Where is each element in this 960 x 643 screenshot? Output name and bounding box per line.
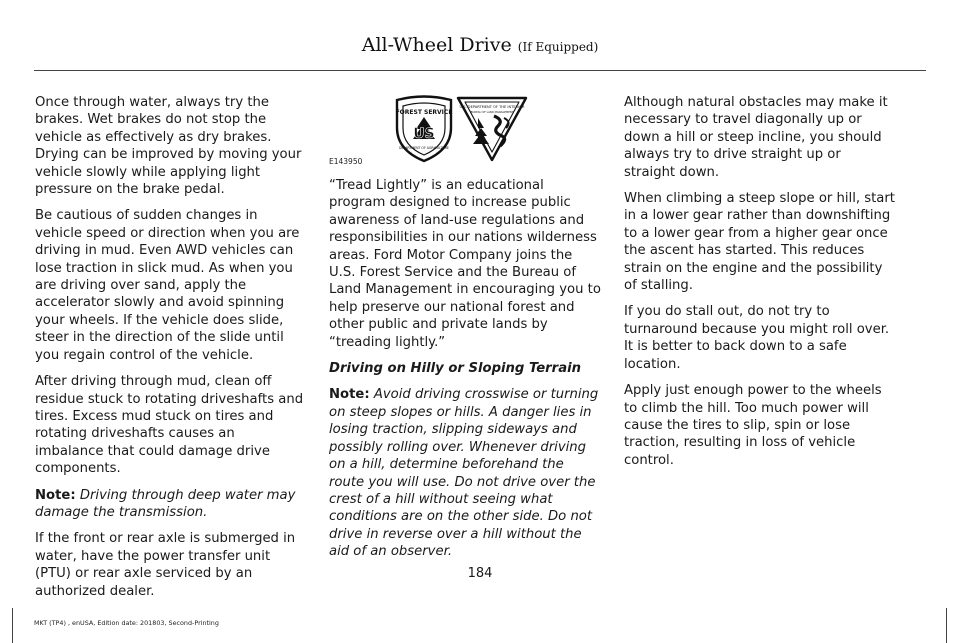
- crop-mark-left: [12, 608, 13, 643]
- section-title: All-Wheel Drive: [361, 34, 512, 56]
- blm-badge-icon: [454, 94, 530, 164]
- note-text: Avoid driving crosswise or turning on steep slopes or hills. A danger lies in losing traction, slipping sideways and possibly rolling over. Whenever driving on a hill, determine beforehand the route you will use. Do not drive over the crest of a hill without seeing what conditions are on the other side. Do not drive in reverse over a hill without the aid of an observer.: [329, 387, 599, 560]
- note-label: Note:: [35, 487, 76, 503]
- paragraph-axle: If the front or rear axle is submerged in water, have the power transfer unit (PTU) or rear axle serviced by an authorized dealer.: [35, 531, 296, 599]
- image-id-label: E143950: [329, 156, 363, 166]
- paragraph-tread-lightly: “Tread Lightly” is an educational program designed to increase public awareness of land-use regulations and responsibilities in our nations wilderness areas. Ford Motor Company joins the U.S. Forest Service and the Bureau of Land Management in encouraging you to help preserve our national forest and other public and private lands by “treading lightly.”: [329, 178, 601, 350]
- section-subtitle: (If Equipped): [517, 40, 599, 54]
- forest-service-bottom-text: DEPARTMENT OF AGRICULTURE: [399, 146, 449, 150]
- paragraph-brakes: Once through water, always try the brakes. Wet brakes do not stop the vehicle as effectively as dry brakes. Drying can be improved by moving your vehicle slowly while applying light pressure on the brake pedal.: [35, 95, 302, 198]
- header-divider: [34, 70, 926, 71]
- note-deep-water: [35, 487, 307, 522]
- edition-footer: MKT (TP4) , enUSA, Edition date: 201803, Second-Printing: [34, 619, 219, 627]
- blm-sub-text: BUREAU OF LAND MANAGEMENT: [470, 111, 514, 114]
- forest-service-top-text: FOREST SERVICE: [395, 109, 453, 116]
- column-middle: [329, 94, 601, 570]
- blm-top-text: U.S. DEPARTMENT OF THE INTERIOR: [459, 105, 525, 109]
- paragraph-mud: Be cautious of sudden changes in vehicle speed or direction when you are driving in mud. Even AWD vehicles can lose traction in slick mud. As when you are driving over sand, apply the accelerator slowly and avoid spinning your wheels. If the vehicle does slide, steer in the direction of the slide until you regain control of the vehicle.: [35, 208, 300, 363]
- page-title: [0, 34, 960, 56]
- paragraph-residue: After driving through mud, clean off residue stuck to rotating driveshafts and tires. Excess mud stuck on tires and rotating driveshafts causes an imbalance that could damage drive components.: [35, 374, 304, 477]
- paragraph-diagonal: Although natural obstacles may make it necessary to travel diagonally up or down a hill or steep incline, you should always try to drive straight up or straight down.: [624, 95, 888, 180]
- crop-mark-right: [946, 608, 947, 643]
- note-slopes: [329, 386, 601, 560]
- agency-logos: [329, 94, 601, 168]
- paragraph-power: Apply just enough power to the wheels to climb the hill. Too much power will cause the tires to slip, spin or lose traction, resulting in loss of vehicle control.: [624, 383, 882, 468]
- paragraph-climbing: When climbing a steep slope or hill, start in a lower gear rather than downshifting to a lower gear from a higher gear once the ascent has started. This reduces strain on the engine and the possibility of stalling.: [624, 191, 895, 294]
- column-right: [624, 94, 896, 478]
- subheading-hilly-terrain: Driving on Hilly or Sloping Terrain: [329, 361, 581, 377]
- paragraph-stall: If you do stall out, do not try to turnaround because you might roll over. It is better to back down to a safe location.: [624, 304, 890, 372]
- column-left: [35, 94, 307, 609]
- forest-service-center-text: US: [413, 126, 435, 142]
- forest-service-badge-icon: [391, 94, 457, 164]
- page-number: 184: [467, 566, 493, 581]
- note-label: Note:: [329, 387, 370, 403]
- note-text: Driving through deep water may damage the transmission.: [35, 487, 296, 520]
